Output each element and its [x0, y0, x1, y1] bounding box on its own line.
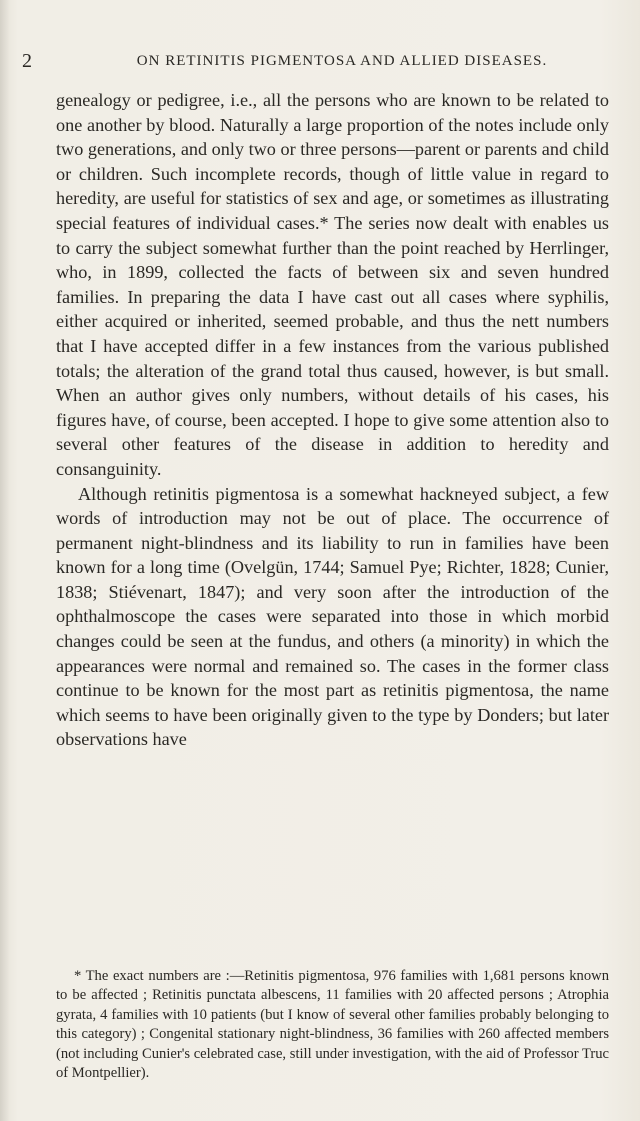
page-header — [22, 48, 622, 74]
footnote-section — [56, 967, 609, 1083]
footnote: * The exact numbers are :—Retinitis pigmentosa, 976 families with 1,681 persons known to be affected ; Retinitis punctata albescens, 11 families with 20 affected persons ; Atrophia gyrata, 4 families with 10 patients (but I know of several other families probably belonging to this category) ; Congenital stationary night-blindness, 36 families with 260 affected members (not including Cunier's celebrated case, still under investigation, with the aid of Professor Truc of Montpellier). — [56, 968, 609, 1082]
page-fold-shadow — [0, 0, 10, 1121]
body-paragraph: Although retinitis pigmentosa is a somewhat hackneyed subject, a few words of introduction may not be out of place. The occurrence of permanent night-blindness and its liability to run in families have been known for a long time (Ovelgün, 1744; Samuel Pye; Richter, 1828; Cunier, 1838; Stiévenart, 1847); and very soon after the introduction of the ophthalmoscope the cases were separated into those in which morbid changes could be seen at the fundus, and others (a minority) in which the appearances were normal and remained so. The cases in the former class continue to be known for the most part as retinitis pigmentosa, the name which seems to have been originally given to the type by Donders; but later observations have — [56, 483, 609, 750]
page-number: 2 — [22, 50, 32, 72]
running-head: ON RETINITIS PIGMENTOSA AND ALLIED DISEASES. — [136, 53, 548, 69]
body-text — [56, 88, 609, 752]
body-paragraph: genealogy or pedigree, i.e., all the persons who are known to be related to one another by blood. Naturally a large proportion of the notes include only two generations, and only two or three persons—parent or parents and child or children. Such incomplete records, though of little value in regard to heredity, are useful for statistics of sex and age, or sometimes as illustrating special features of individual cases.* The series now dealt with enables us to carry the subject somewhat further than the point reached by Herrlinger, who, in 1899, collected the facts of between six and seven hundred families. In preparing the data I have cast out all cases where syphilis, either acquired or inherited, seemed probable, and thus the nett numbers that I have accepted differ in a few instances from the various published totals; the alteration of the grand total thus caused, however, is but small. When an author gives only numbers, without details of his cases, his figures have, of course, been accepted. I hope to give some attention also to several other features of the disease in addition to heredity and consanguinity. — [56, 90, 609, 479]
